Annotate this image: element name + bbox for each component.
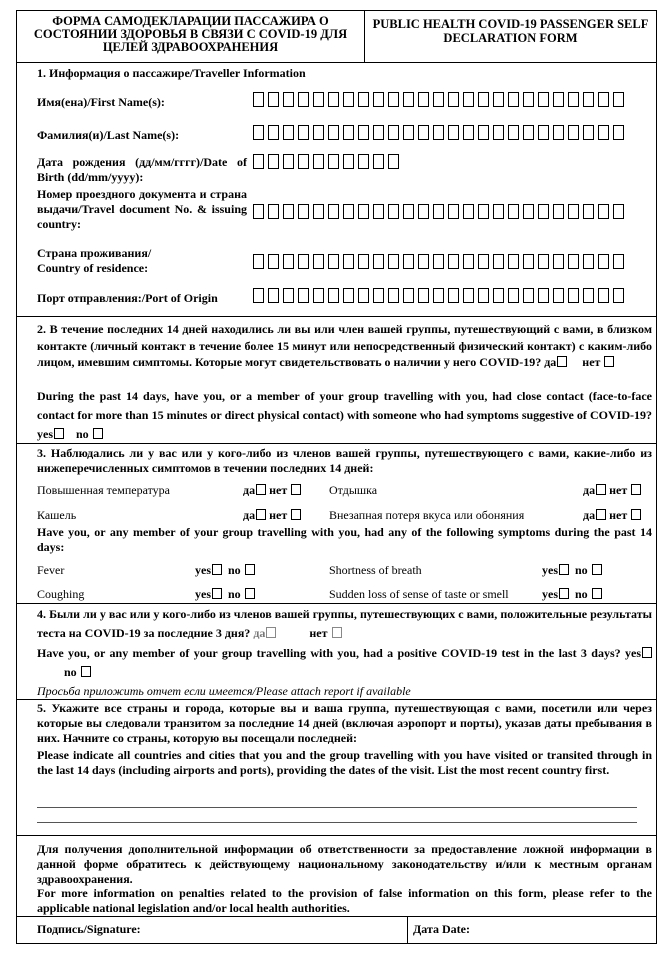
section2-question-en: During the past 14 days, have you, or a member of your group travelling with you, had close contact (face-to-face contact for more than 15 minutes or direct physical contact) with someone who had symptoms suggestive of COVID-19? yes no	[37, 389, 652, 441]
divider	[17, 316, 656, 317]
divider	[17, 603, 656, 604]
section4-no-en-checkbox[interactable]	[81, 666, 91, 677]
section2-yes-ru: да	[544, 355, 567, 369]
taste-ru-yes-checkbox[interactable]	[596, 509, 606, 520]
breath-en-no-checkbox[interactable]	[592, 564, 602, 575]
breath-en-options: yes no	[542, 563, 602, 578]
taste-ru-options: да нет	[583, 508, 641, 523]
first-name-field[interactable]	[253, 92, 628, 107]
declaration-form	[16, 10, 657, 944]
section2-no-ru: нет	[582, 355, 614, 369]
fever-ru-options: да нет	[243, 483, 301, 498]
last-name-field[interactable]	[253, 125, 628, 140]
cough-en-options: yes no	[195, 587, 255, 602]
breath-en-yes-checkbox[interactable]	[559, 564, 569, 575]
countries-input-line-2[interactable]	[37, 822, 637, 823]
section2-question-ru: 2. В течение последних 14 дней находились ли вы или член вашей группы, путешествующий с вами, в близком контакте (личный контакт в течение более 15 минут или непосредственный физический контакт) с каким-либо лицом, имевшим симптомы. Которые могут свидетельствовать о наличии у него COVID-19? да нет	[37, 322, 652, 369]
symptom-fever-ru: Повышенная температура	[37, 483, 170, 497]
cough-ru-no-checkbox[interactable]	[291, 509, 301, 520]
last-name-label: Фамилия(и)/Last Name(s):	[37, 128, 180, 142]
cough-ru-yes-checkbox[interactable]	[256, 509, 266, 520]
form-title-en: PUBLIC HEALTH COVID-19 PASSENGER SELF DECLARATION FORM	[365, 11, 656, 63]
cough-en-yes-checkbox[interactable]	[212, 588, 222, 599]
section2-no-en-checkbox[interactable]	[93, 428, 103, 439]
divider	[17, 443, 656, 444]
first-name-label: Имя(ена)/First Name(s):	[37, 95, 165, 109]
symptom-taste-en: Sudden loss of sense of taste or smell	[329, 587, 509, 601]
port-label: Порт отправления:/Port of Origin	[37, 291, 218, 305]
fever-en-yes-checkbox[interactable]	[212, 564, 222, 575]
section2-no-ru-checkbox[interactable]	[604, 356, 614, 367]
cough-ru-options: да нет	[243, 508, 301, 523]
port-field[interactable]	[253, 288, 628, 303]
dob-label: Дата рождения (дд/мм/гггг)/Date of Birth (dd/mm/yyyy):	[37, 155, 247, 184]
attach-report-note: Просьба приложить отчет если имеется/Please attach report if available	[37, 684, 411, 698]
breath-ru-no-checkbox[interactable]	[631, 484, 641, 495]
residence-label: Страна проживания/ Country of residence:	[37, 246, 152, 275]
form-title-ru: ФОРМА САМОДЕКЛАРАЦИИ ПАССАЖИРА О СОСТОЯНИИ ЗДОРОВЬЯ В СВЯЗИ С COVID-19 ДЛЯ ЦЕЛЕЙ ЗДРАВООХРАНЕНИЯ	[17, 11, 365, 63]
taste-ru-no-checkbox[interactable]	[631, 509, 641, 520]
section3-question-ru: 3. Наблюдались ли у вас или у кого-либо из членов вашей группы, путешествующего с вами, какие-либо из нижеперечисленных симптомов в течении последних 14 дней:	[37, 446, 652, 475]
symptom-breath-en: Shortness of breath	[329, 563, 422, 577]
section4-question-en: Have you, or any member of your group travelling with you, had a positive COVID-19 test in the last 3 days? yes no	[37, 644, 652, 682]
penalty-notice-en: For more information on penalties related to the provision of false information on this form, please refer to the applicable national legislation and/or local health authorities.	[37, 886, 652, 915]
countries-input-line-1[interactable]	[37, 807, 637, 808]
breath-ru-options: да нет	[583, 483, 641, 498]
cough-en-no-checkbox[interactable]	[245, 588, 255, 599]
signature-date-divider	[407, 916, 408, 944]
section4-question-ru: 4. Были ли у вас или у кого-либо из членов вашей группы, путешествующих с вами, положительные результаты теста на COVID-19 за последние 3 дня? да нет	[37, 607, 652, 640]
penalty-notice-ru: Для получения дополнительной информации об ответственности за предоставление ложной информации в данной форме обратитесь к действующему национальному законодательству и/или к местным органам здравоохранения.	[37, 842, 652, 886]
section5-question-ru: 5. Укажите все страны и города, которые вы и ваша группа, путешествующая с вами, посетили или через которые вы следовали транзитом за последние 14 дней (включая аэропорт и порты), указав даты пребывания в них. Начните со страны, которую вы посещали последней:	[37, 701, 652, 745]
symptom-fever-en: Fever	[37, 563, 65, 577]
divider	[17, 835, 656, 836]
travel-doc-label: Номер проездного документа и страна выдачи/Travel document No. & issuing country:	[37, 187, 247, 231]
breath-ru-yes-checkbox[interactable]	[596, 484, 606, 495]
section2-yes-en-checkbox[interactable]	[54, 428, 64, 439]
fever-ru-no-checkbox[interactable]	[291, 484, 301, 495]
date-field[interactable]: Дата Date:	[413, 922, 470, 936]
taste-en-yes-checkbox[interactable]	[559, 588, 569, 599]
fever-ru-yes-checkbox[interactable]	[256, 484, 266, 495]
symptom-breath-ru: Отдышка	[329, 483, 378, 497]
section2-yes-ru-checkbox[interactable]	[557, 356, 567, 367]
fever-en-options: yes no	[195, 563, 255, 578]
section4-no-ru-checkbox[interactable]	[332, 627, 342, 638]
dob-field[interactable]	[253, 154, 403, 169]
signature-field[interactable]: Подпись/Signature:	[37, 922, 141, 936]
residence-field[interactable]	[253, 254, 628, 269]
symptom-cough-ru: Кашель	[37, 508, 77, 522]
taste-en-options: yes no	[542, 587, 602, 602]
section4-yes-en-checkbox[interactable]	[642, 647, 652, 658]
divider	[17, 916, 656, 917]
section5-question-en: Please indicate all countries and cities that you and the group travelling with you have visited or transited through in the last 14 days (including airports and ports), providing the dates of the visit. List the most recent country first.	[37, 748, 652, 777]
symptom-cough-en: Coughing	[37, 587, 85, 601]
fever-en-no-checkbox[interactable]	[245, 564, 255, 575]
taste-en-no-checkbox[interactable]	[592, 588, 602, 599]
section4-yes-ru-checkbox[interactable]	[266, 627, 276, 638]
section1-heading: 1. Информация о пассажире/Traveller Information	[37, 66, 306, 80]
section3-question-en: Have you, or any member of your group travelling with you, had any of the following symptoms during the past 14 days:	[37, 525, 652, 554]
travel-doc-field[interactable]	[253, 204, 628, 219]
symptom-taste-ru: Внезапная потеря вкуса или обоняния	[329, 508, 525, 522]
divider	[17, 699, 656, 700]
